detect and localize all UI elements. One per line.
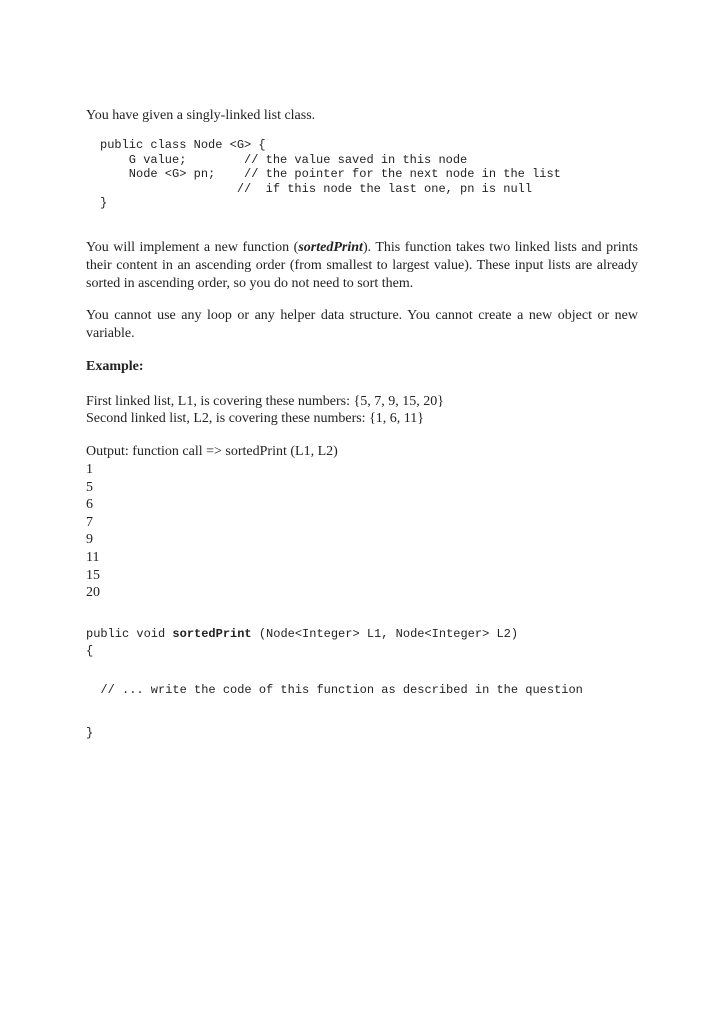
output-value: 20	[86, 585, 100, 601]
description-prefix: You will implement a new function (	[86, 240, 299, 255]
code-comment: // ... write the code of this function as described in the question	[86, 683, 583, 697]
description-paragraph	[86, 239, 638, 293]
intro-text: You have given a singly-linked list class.	[86, 108, 316, 123]
function-name: sortedPrint	[298, 240, 363, 255]
restriction-paragraph: You cannot use any loop or any helper data structure. You cannot create a new object or new variable.	[86, 308, 638, 341]
output-value: 15	[86, 567, 100, 583]
output-line: Output: function call => sortedPrint (L1, L2)	[86, 444, 338, 459]
code-line: }	[100, 196, 108, 210]
output-value: 5	[86, 479, 93, 495]
output-value: 6	[86, 497, 93, 513]
signature-prefix: public void	[86, 627, 173, 641]
close-brace: }	[86, 726, 94, 740]
output-value: 1	[86, 462, 93, 477]
function-signature	[86, 627, 518, 641]
signature-name: sortedPrint	[172, 627, 252, 641]
open-brace: {	[86, 644, 94, 658]
signature-suffix: (Node<Integer> L1, Node<Integer> L2)	[251, 627, 519, 641]
example-heading: Example:	[86, 359, 144, 374]
output-value: 11	[86, 549, 100, 565]
list2-text: Second linked list, L2, is covering these numbers: {1, 6, 11}	[86, 411, 424, 426]
list1-text: First linked list, L1, is covering these numbers: {5, 7, 9, 15, 20}	[86, 394, 444, 409]
description-suffix: ). This function takes two linked lists and prints their content in an ascending order (from smallest to largest value). These input lists are already sorted in ascending order, so you do not need to sort them.	[86, 240, 638, 291]
code-line: public class Node <G> {	[100, 138, 266, 152]
code-line: Node <G> pn; // the pointer for the next node in the list	[100, 167, 561, 181]
output-values	[86, 461, 100, 602]
output-value: 9	[86, 532, 93, 548]
code-line: // if this node the last one, pn is null	[100, 181, 533, 196]
output-value: 7	[86, 514, 93, 530]
class-code-block	[100, 138, 561, 211]
code-line: G value; // the value saved in this node	[100, 152, 468, 167]
